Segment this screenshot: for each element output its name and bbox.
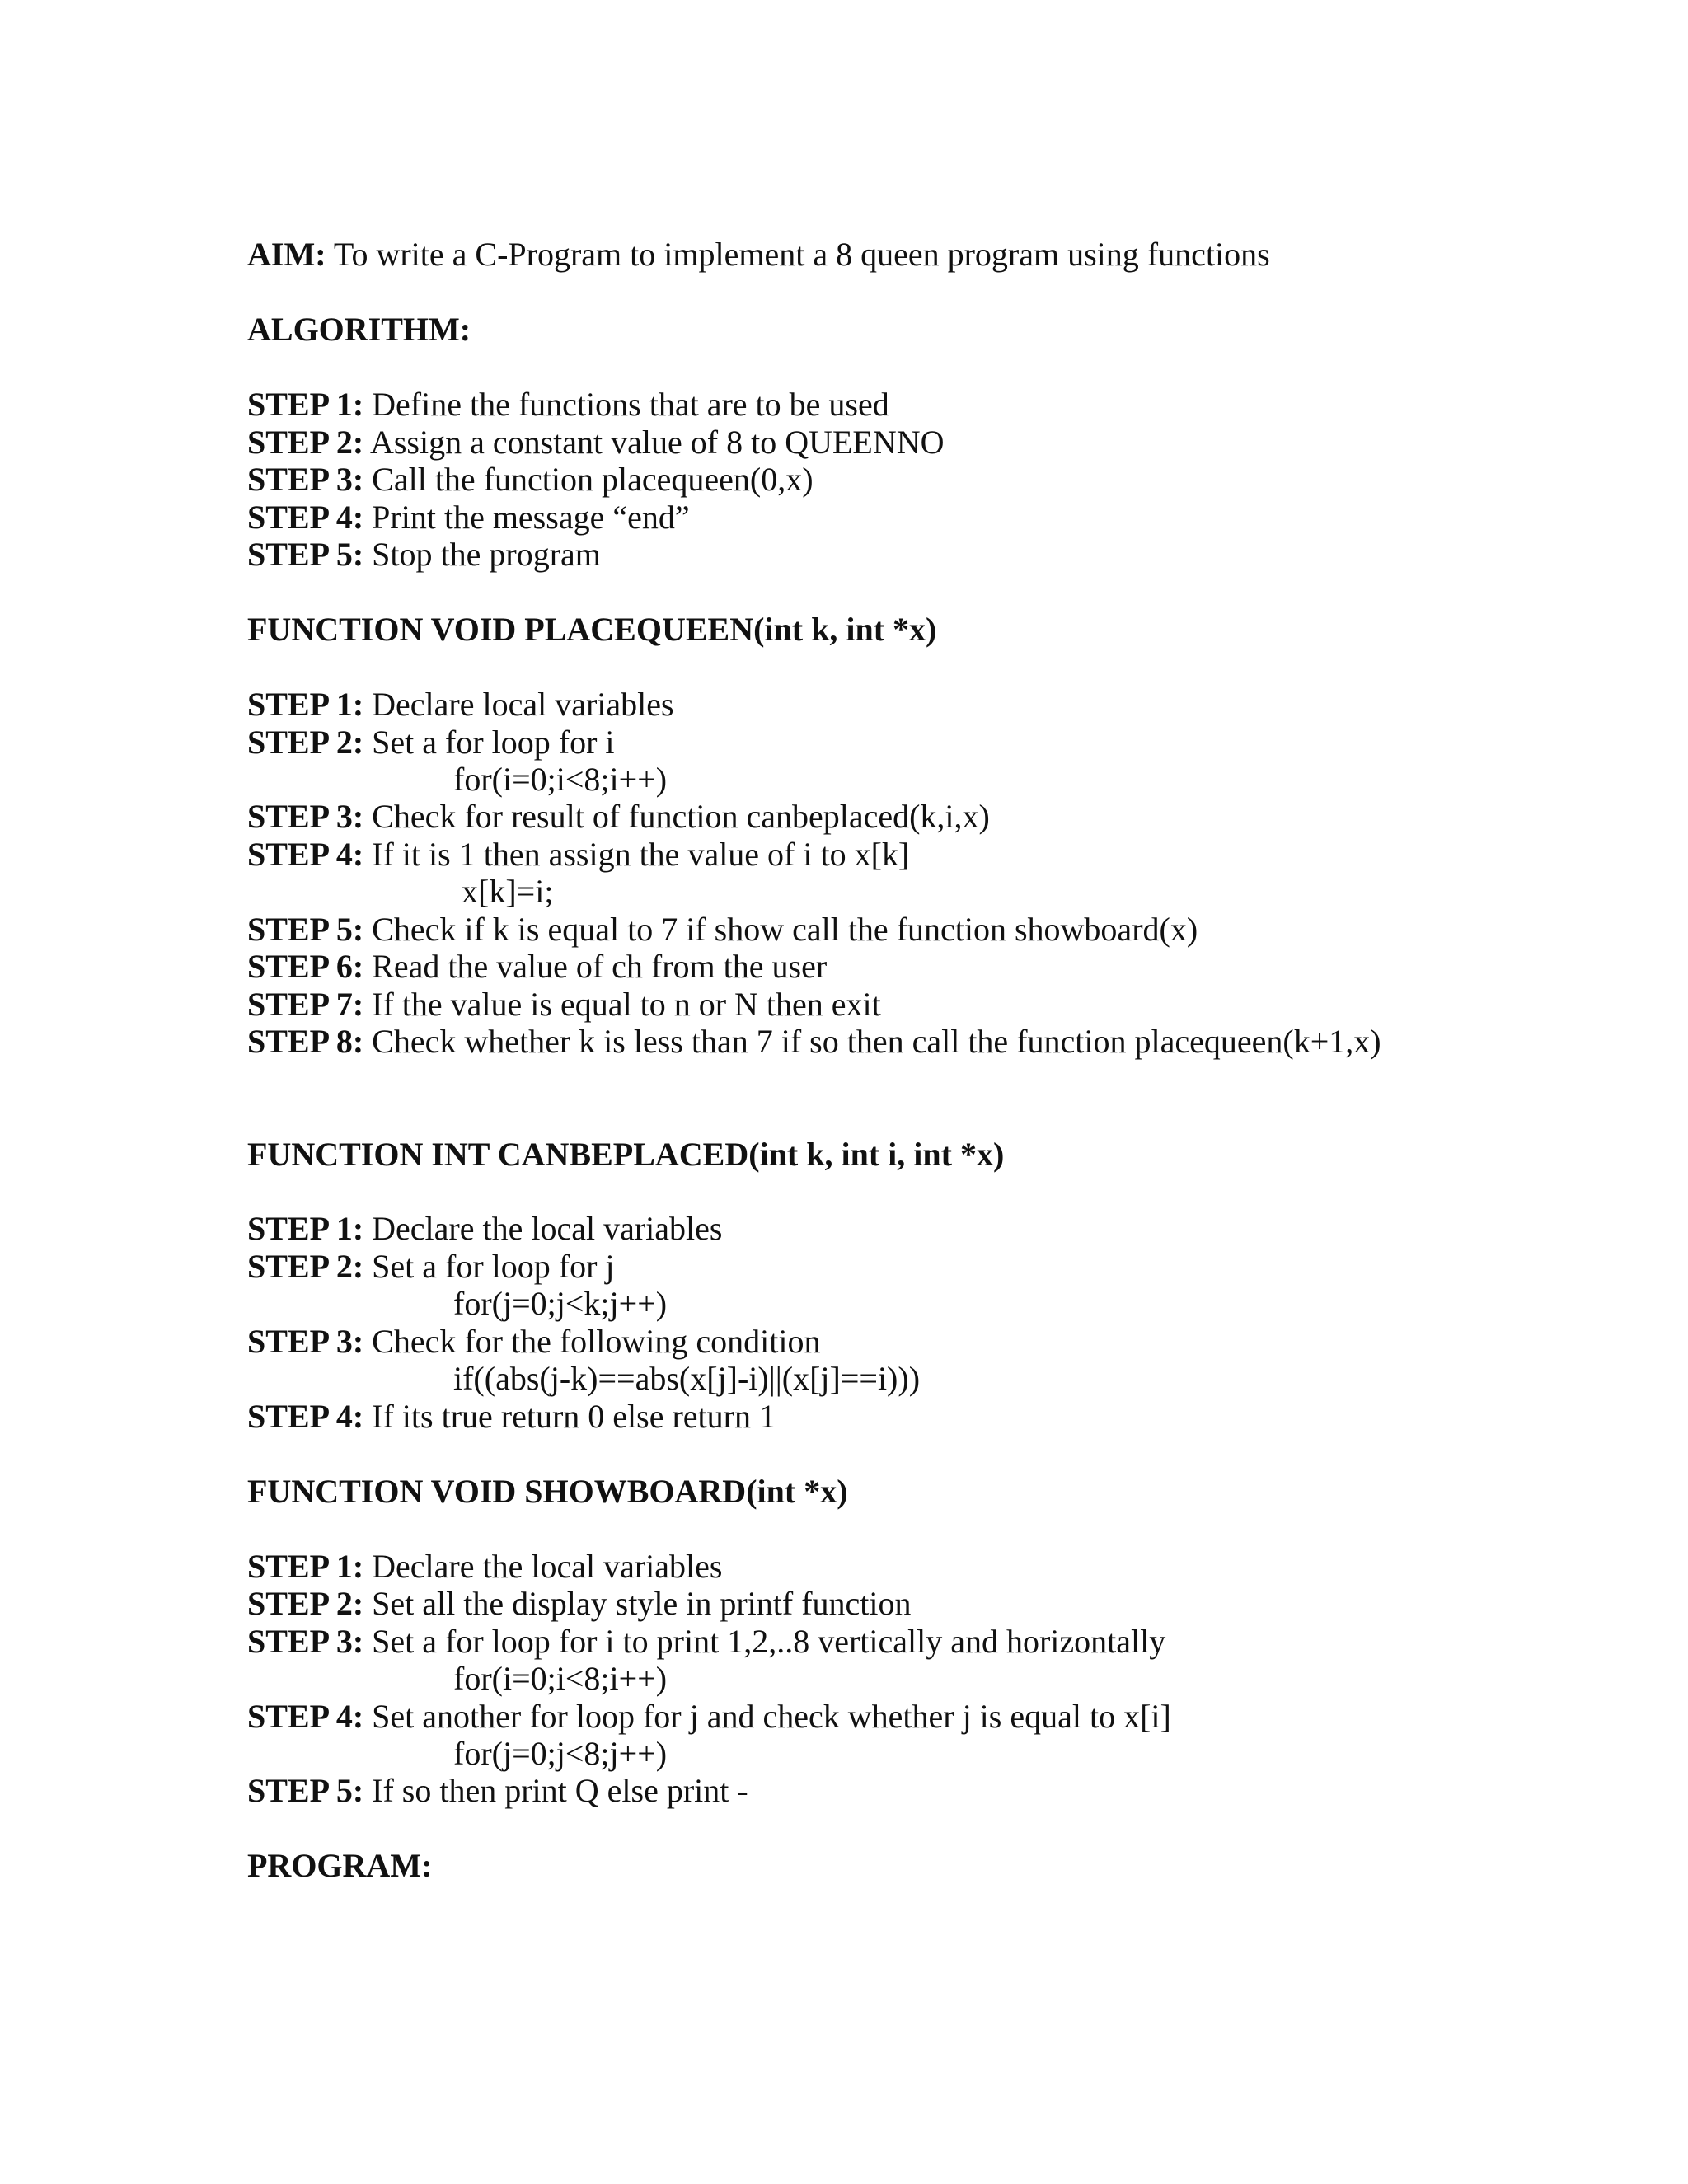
canbeplaced-step — [247, 1248, 615, 1286]
placequeen-heading: FUNCTION VOID PLACEQUEEN(int k, int *x) — [247, 611, 937, 648]
step-label: STEP 2: — [247, 1585, 364, 1622]
step-label: STEP 8: — [247, 1023, 364, 1060]
step-label: STEP 6: — [247, 948, 364, 985]
placequeen-step — [247, 836, 909, 874]
step-label: STEP 3: — [247, 1323, 364, 1360]
main-step — [247, 536, 601, 574]
step-text: If it is 1 then assign the value of i to x[k] — [372, 836, 910, 873]
step-label: STEP 7: — [247, 986, 364, 1023]
step-text: If the value is equal to n or N then exit — [372, 986, 881, 1023]
step-text: If its true return 0 else return 1 — [372, 1398, 776, 1435]
main-step — [247, 499, 690, 537]
code-line: for(j=0;j<8;j++) — [453, 1735, 668, 1772]
step-text: Set all the display style in printf function — [372, 1585, 912, 1622]
step-text: Assign a constant value of 8 to QUEENNO — [369, 424, 945, 461]
code-line: for(j=0;j<k;j++) — [453, 1285, 668, 1322]
step-label: STEP 1: — [247, 1210, 364, 1247]
aim-text: To write a C-Program to implement a 8 queen program using functions — [333, 236, 1270, 273]
placequeen-step — [247, 948, 827, 986]
step-label: STEP 4: — [247, 836, 364, 873]
step-label: STEP 5: — [247, 536, 364, 573]
showboard-step — [247, 1623, 1165, 1661]
showboard-step — [247, 1698, 1171, 1736]
step-text: Call the function placequeen(0,x) — [372, 461, 814, 498]
placequeen-step — [247, 724, 615, 762]
step-label: STEP 1: — [247, 1548, 364, 1585]
showboard-step — [247, 1585, 912, 1623]
step-label: STEP 2: — [247, 424, 364, 461]
step-label: STEP 4: — [247, 1698, 364, 1735]
step-label: STEP 5: — [247, 911, 364, 948]
code-line: if((abs(j-k)==abs(x[j]-i)||(x[j]==i))) — [453, 1360, 921, 1397]
step-label: STEP 4: — [247, 1398, 364, 1435]
placequeen-step — [247, 1023, 1381, 1061]
placequeen-step — [247, 986, 881, 1024]
main-step — [247, 386, 889, 424]
placequeen-step — [247, 911, 1198, 949]
placequeen-step — [247, 798, 990, 836]
aim-label: AIM: — [247, 236, 326, 273]
step-text: Check for result of function canbeplaced(k,i,x) — [372, 798, 990, 835]
step-label: STEP 1: — [247, 686, 364, 723]
step-label: STEP 2: — [247, 1248, 364, 1285]
step-text: Declare local variables — [372, 686, 674, 723]
canbeplaced-step — [247, 1323, 821, 1361]
step-text: If so then print Q else print - — [372, 1772, 748, 1809]
showboard-step — [247, 1548, 722, 1586]
showboard-heading: FUNCTION VOID SHOWBOARD(int *x) — [247, 1473, 848, 1510]
code-line: for(i=0;i<8;i++) — [453, 1660, 668, 1697]
step-text: Declare the local variables — [372, 1210, 723, 1247]
step-text: Check if k is equal to 7 if show call the function showboard(x) — [372, 911, 1198, 948]
step-text: Stop the program — [372, 536, 601, 573]
showboard-step — [247, 1772, 748, 1810]
algorithm-heading: ALGORITHM: — [247, 311, 471, 348]
step-text: Read the value of ch from the user — [372, 948, 828, 985]
step-label: STEP 3: — [247, 798, 364, 835]
step-text: Declare the local variables — [372, 1548, 723, 1585]
step-label: STEP 1: — [247, 386, 364, 423]
step-label: STEP 4: — [247, 499, 364, 536]
step-text: Print the message “end” — [372, 499, 690, 536]
step-text: Set another for loop for j and check whether j is equal to x[i] — [372, 1698, 1171, 1735]
main-step — [247, 461, 814, 499]
step-text: Set a for loop for i — [372, 724, 615, 761]
step-text: Set a for loop for j — [372, 1248, 615, 1285]
step-text: Check for the following condition — [372, 1323, 821, 1360]
canbeplaced-heading: FUNCTION INT CANBEPLACED(int k, int i, int *x) — [247, 1136, 1005, 1173]
aim-line — [247, 236, 1270, 274]
canbeplaced-step — [247, 1398, 776, 1436]
placequeen-step — [247, 686, 674, 724]
canbeplaced-step — [247, 1210, 722, 1248]
step-text: Set a for loop for i to print 1,2,..8 vertically and horizontally — [372, 1623, 1166, 1660]
main-step — [247, 424, 945, 462]
program-heading: PROGRAM: — [247, 1847, 433, 1884]
step-label: STEP 2: — [247, 724, 364, 761]
step-text: Define the functions that are to be used — [372, 386, 889, 423]
step-label: STEP 3: — [247, 461, 364, 498]
step-label: STEP 5: — [247, 1772, 364, 1809]
code-line: x[k]=i; — [462, 873, 554, 910]
step-label: STEP 3: — [247, 1623, 364, 1660]
code-line: for(i=0;i<8;i++) — [453, 761, 668, 798]
step-text: Check whether k is less than 7 if so then call the function placequeen(k+1,x) — [372, 1023, 1381, 1060]
